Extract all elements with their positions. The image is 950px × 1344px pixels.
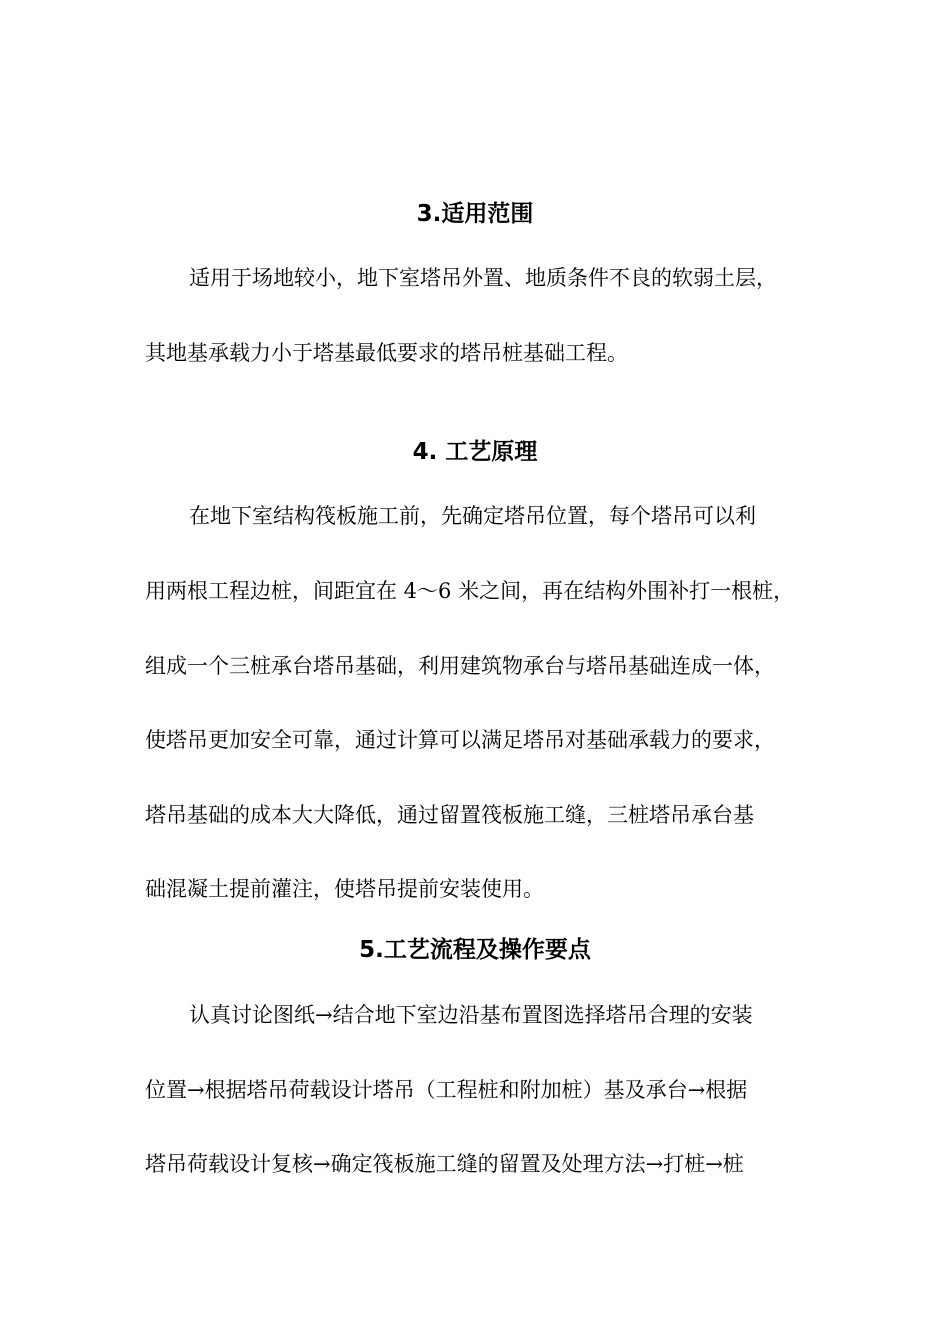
section-4-heading: 4. 工艺原理 xyxy=(412,439,538,465)
section-4-line-1: 在地下室结构筏板施工前，先确定塔吊位置，每个塔吊可以利 xyxy=(189,504,756,528)
section-4-line-3: 组成一个三桩承台塔吊基础，利用建筑物承台与塔吊基础连成一体， xyxy=(145,654,775,678)
section-5-heading: 5.工艺流程及操作要点 xyxy=(359,937,591,963)
section-4-line-2: 用两根工程边桩，间距宜在 4～6 米之间，再在结构外围补打一根桩， xyxy=(145,579,795,603)
section-5-line-2: 位置→根据塔吊荷载设计塔吊（工程桩和附加桩）基及承台→根据 xyxy=(145,1078,748,1102)
section-4-line-5: 塔吊基础的成本大大降低，通过留置筏板施工缝，三桩塔吊承台基 xyxy=(145,803,754,827)
section-5-line-3: 塔吊荷载设计复核→确定筏板施工缝的留置及处理方法→打桩→桩 xyxy=(145,1152,744,1176)
section-5-line-1: 认真讨论图纸→结合地下室边沿基布置图选择塔吊合理的安装 xyxy=(189,1003,753,1027)
section-3-line-2: 其地基承载力小于塔基最低要求的塔吊桩基础工程。 xyxy=(145,341,628,365)
section-3-line-1: 适用于场地较小，地下室塔吊外置、地质条件不良的软弱土层， xyxy=(189,266,777,290)
section-3-heading: 3.适用范围 xyxy=(416,201,534,227)
section-4-line-6: 础混凝土提前灌注，使塔吊提前安装使用。 xyxy=(145,877,544,901)
section-4-line-4: 使塔吊更加安全可靠，通过计算可以满足塔吊对基础承载力的要求， xyxy=(145,728,775,752)
